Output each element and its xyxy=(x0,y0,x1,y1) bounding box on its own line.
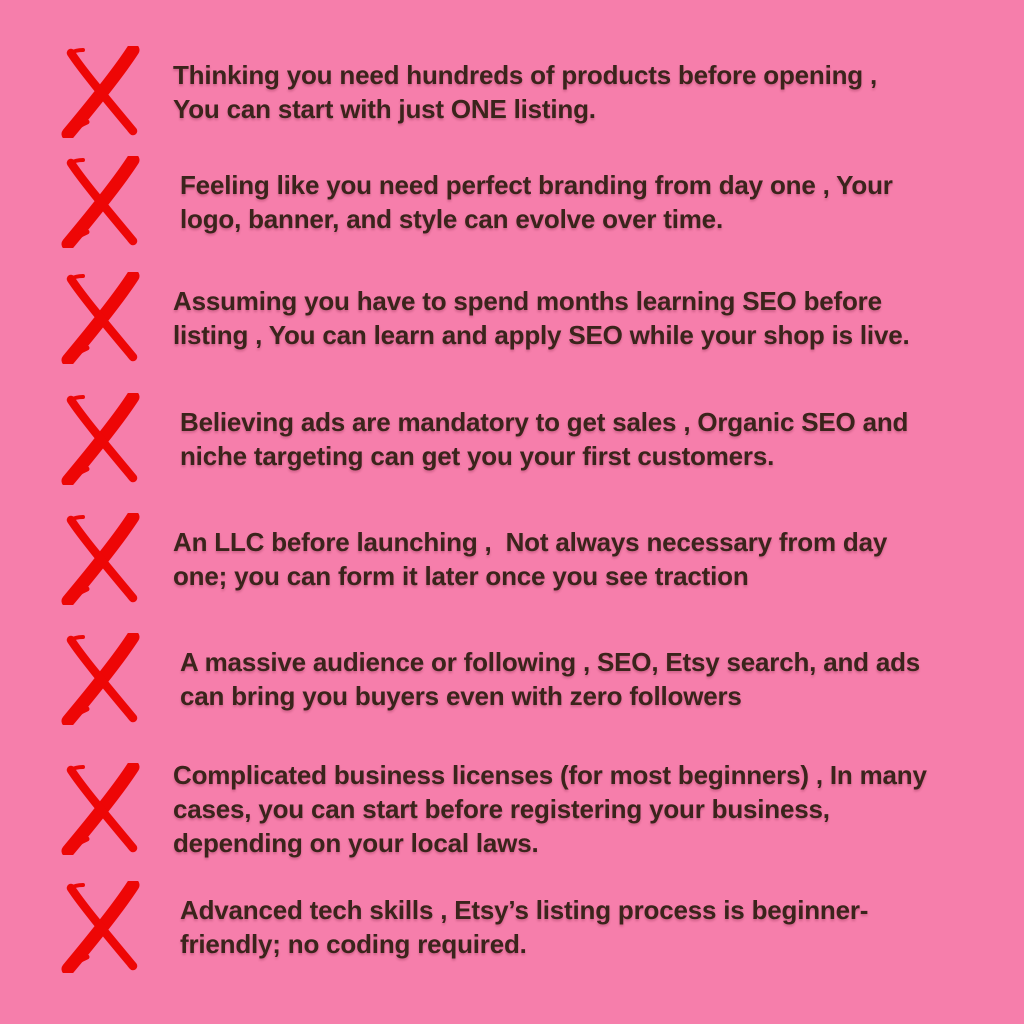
myth-line: Feeling like you need perfect branding from day one , Your xyxy=(180,170,893,200)
list-item xyxy=(0,879,1024,975)
myth-text xyxy=(173,645,940,713)
list-item xyxy=(0,511,1024,607)
myth-line: cases, you can start before registering your business, xyxy=(173,794,830,824)
myth-line: Complicated business licenses (for most beginners) , In many xyxy=(173,760,927,790)
x-mark-icon xyxy=(58,272,142,364)
myth-line: A massive audience or following , SEO, Etsy search, and ads xyxy=(180,647,921,677)
myth-text xyxy=(173,758,933,860)
myth-text xyxy=(173,168,940,236)
x-mark-icon xyxy=(58,156,142,248)
x-mark-icon xyxy=(58,513,142,605)
list-item xyxy=(0,758,1024,860)
list-item xyxy=(0,270,1024,366)
myth-line: Assuming you have to spend months learning SEO before xyxy=(173,286,882,316)
myth-line: logo, banner, and style can evolve over time. xyxy=(180,204,723,234)
myth-line: one; you can form it later once you see traction xyxy=(173,561,749,591)
myth-line: You can start with just ONE listing. xyxy=(173,94,596,124)
list-item xyxy=(0,154,1024,250)
x-mark-icon xyxy=(58,46,142,138)
list-item xyxy=(0,44,1024,140)
myth-line: An LLC before launching , Not always necessary from day xyxy=(173,527,888,557)
list-item xyxy=(0,391,1024,487)
x-mark-icon xyxy=(58,763,142,855)
myth-line: depending on your local laws. xyxy=(173,828,539,858)
myth-text xyxy=(173,525,933,593)
myth-line: Believing ads are mandatory to get sales , Organic SEO and xyxy=(180,407,909,437)
myth-line: listing , You can learn and apply SEO while your shop is live. xyxy=(173,320,910,350)
myth-line: Advanced tech skills , Etsy’s listing process is beginner- xyxy=(180,895,869,925)
myth-text xyxy=(173,893,940,961)
x-mark-icon xyxy=(58,393,142,485)
x-mark-icon xyxy=(58,633,142,725)
myth-list xyxy=(0,44,1024,975)
myth-line: can bring you buyers even with zero followers xyxy=(180,681,742,711)
myth-line: niche targeting can get you your first customers. xyxy=(180,441,775,471)
myth-text xyxy=(173,284,933,352)
myth-text xyxy=(173,405,940,473)
x-mark-icon xyxy=(58,881,142,973)
myth-text xyxy=(173,58,933,126)
list-item xyxy=(0,631,1024,727)
myth-line: Thinking you need hundreds of products before opening , xyxy=(173,60,878,90)
myth-line: friendly; no coding required. xyxy=(180,929,527,959)
